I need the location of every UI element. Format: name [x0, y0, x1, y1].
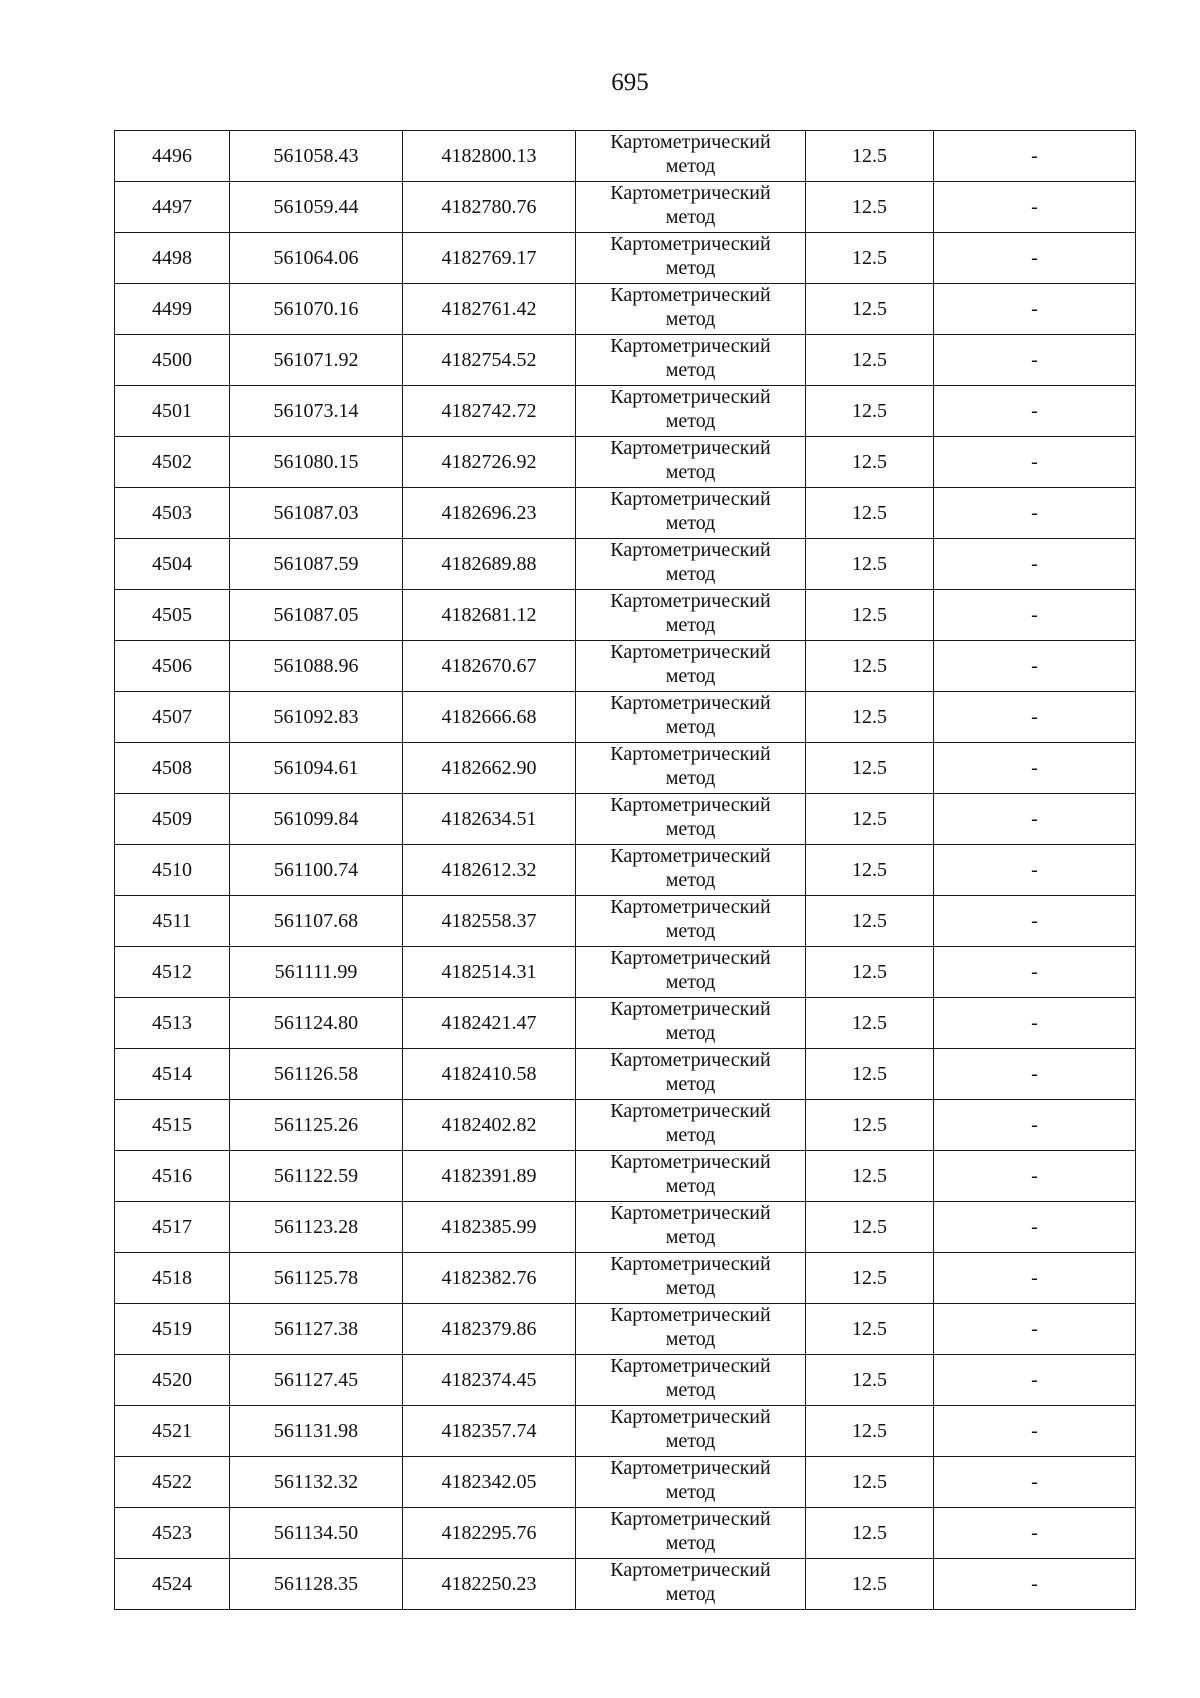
method-line-1: Картометрический	[610, 437, 771, 459]
method-line-2: метод	[665, 461, 716, 483]
y-coordinate-cell: 4182742.72	[403, 386, 576, 437]
method-cell	[576, 1508, 806, 1559]
coordinates-table	[114, 130, 1136, 1610]
table-row	[115, 743, 1136, 794]
table-row	[115, 998, 1136, 1049]
table-row	[115, 386, 1136, 437]
method-line-2: метод	[665, 308, 716, 330]
y-coordinate-cell: 4182421.47	[403, 998, 576, 1049]
x-coordinate-cell: 561122.59	[230, 1151, 403, 1202]
table-row	[115, 1100, 1136, 1151]
y-coordinate-cell: 4182662.90	[403, 743, 576, 794]
table-row	[115, 1508, 1136, 1559]
y-coordinate-cell: 4182726.92	[403, 437, 576, 488]
method-line-2: метод	[665, 1175, 716, 1197]
x-coordinate-cell: 561100.74	[230, 845, 403, 896]
method-line-2: метод	[665, 1379, 716, 1401]
point-number-cell: 4518	[115, 1253, 230, 1304]
method-line-2: метод	[665, 869, 716, 891]
point-number-cell: 4507	[115, 692, 230, 743]
y-coordinate-cell: 4182250.23	[403, 1559, 576, 1610]
x-coordinate-cell: 561128.35	[230, 1559, 403, 1610]
x-coordinate-cell: 561080.15	[230, 437, 403, 488]
y-coordinate-cell: 4182391.89	[403, 1151, 576, 1202]
table-row	[115, 335, 1136, 386]
method-line-1: Картометрический	[610, 1406, 771, 1428]
method-cell	[576, 131, 806, 182]
description-cell: -	[934, 794, 1136, 845]
method-cell	[576, 896, 806, 947]
point-number-cell: 4514	[115, 1049, 230, 1100]
method-cell	[576, 437, 806, 488]
method-cell	[576, 1559, 806, 1610]
accuracy-cell: 12.5	[806, 1559, 934, 1610]
point-number-cell: 4516	[115, 1151, 230, 1202]
method-line-1: Картометрический	[610, 1253, 771, 1275]
method-cell	[576, 233, 806, 284]
table-row	[115, 590, 1136, 641]
y-coordinate-cell: 4182612.32	[403, 845, 576, 896]
method-cell	[576, 794, 806, 845]
point-number-cell: 4496	[115, 131, 230, 182]
point-number-cell: 4506	[115, 641, 230, 692]
method-cell	[576, 1049, 806, 1100]
y-coordinate-cell: 4182670.67	[403, 641, 576, 692]
method-line-1: Картометрический	[610, 1457, 771, 1479]
accuracy-cell: 12.5	[806, 1049, 934, 1100]
point-number-cell: 4522	[115, 1457, 230, 1508]
method-line-2: метод	[665, 1328, 716, 1350]
y-coordinate-cell: 4182696.23	[403, 488, 576, 539]
method-line-2: метод	[665, 1583, 716, 1605]
description-cell: -	[934, 998, 1136, 1049]
description-cell: -	[934, 845, 1136, 896]
method-cell	[576, 1202, 806, 1253]
method-cell	[576, 743, 806, 794]
method-line-2: метод	[665, 563, 716, 585]
description-cell: -	[934, 1304, 1136, 1355]
x-coordinate-cell: 561088.96	[230, 641, 403, 692]
x-coordinate-cell: 561124.80	[230, 998, 403, 1049]
method-line-1: Картометрический	[610, 1355, 771, 1377]
description-cell: -	[934, 131, 1136, 182]
method-line-2: метод	[665, 1532, 716, 1554]
method-line-1: Картометрический	[610, 845, 771, 867]
method-line-1: Картометрический	[610, 947, 771, 969]
accuracy-cell: 12.5	[806, 1202, 934, 1253]
x-coordinate-cell: 561059.44	[230, 182, 403, 233]
x-coordinate-cell: 561107.68	[230, 896, 403, 947]
y-coordinate-cell: 4182681.12	[403, 590, 576, 641]
table-row	[115, 131, 1136, 182]
y-coordinate-cell: 4182295.76	[403, 1508, 576, 1559]
description-cell: -	[934, 590, 1136, 641]
y-coordinate-cell: 4182666.68	[403, 692, 576, 743]
description-cell: -	[934, 284, 1136, 335]
method-line-1: Картометрический	[610, 539, 771, 561]
method-line-2: метод	[665, 920, 716, 942]
x-coordinate-cell: 561125.26	[230, 1100, 403, 1151]
method-line-1: Картометрический	[610, 692, 771, 714]
accuracy-cell: 12.5	[806, 233, 934, 284]
x-coordinate-cell: 561111.99	[230, 947, 403, 998]
method-cell	[576, 1355, 806, 1406]
page-number: 695	[611, 69, 649, 96]
y-coordinate-cell: 4182634.51	[403, 794, 576, 845]
method-line-1: Картометрический	[610, 1559, 771, 1581]
method-line-2: метод	[665, 1073, 716, 1095]
table-row	[115, 641, 1136, 692]
method-line-1: Картометрический	[610, 335, 771, 357]
accuracy-cell: 12.5	[806, 386, 934, 437]
x-coordinate-cell: 561094.61	[230, 743, 403, 794]
accuracy-cell: 12.5	[806, 1406, 934, 1457]
method-line-2: метод	[665, 665, 716, 687]
description-cell: -	[934, 692, 1136, 743]
x-coordinate-cell: 561073.14	[230, 386, 403, 437]
description-cell: -	[934, 182, 1136, 233]
method-line-2: метод	[665, 512, 716, 534]
description-cell: -	[934, 1253, 1136, 1304]
y-coordinate-cell: 4182379.86	[403, 1304, 576, 1355]
point-number-cell: 4524	[115, 1559, 230, 1610]
description-cell: -	[934, 1559, 1136, 1610]
x-coordinate-cell: 561058.43	[230, 131, 403, 182]
description-cell: -	[934, 1355, 1136, 1406]
point-number-cell: 4504	[115, 539, 230, 590]
table-row	[115, 947, 1136, 998]
table-row	[115, 1049, 1136, 1100]
accuracy-cell: 12.5	[806, 1151, 934, 1202]
method-line-1: Картометрический	[610, 590, 771, 612]
x-coordinate-cell: 561134.50	[230, 1508, 403, 1559]
accuracy-cell: 12.5	[806, 437, 934, 488]
x-coordinate-cell: 561092.83	[230, 692, 403, 743]
accuracy-cell: 12.5	[806, 947, 934, 998]
table-row	[115, 1457, 1136, 1508]
accuracy-cell: 12.5	[806, 1508, 934, 1559]
accuracy-cell: 12.5	[806, 131, 934, 182]
method-line-1: Картометрический	[610, 896, 771, 918]
method-line-2: метод	[665, 971, 716, 993]
method-line-2: метод	[665, 1277, 716, 1299]
point-number-cell: 4503	[115, 488, 230, 539]
point-number-cell: 4508	[115, 743, 230, 794]
method-line-2: метод	[665, 818, 716, 840]
x-coordinate-cell: 561064.06	[230, 233, 403, 284]
point-number-cell: 4519	[115, 1304, 230, 1355]
y-coordinate-cell: 4182410.58	[403, 1049, 576, 1100]
description-cell: -	[934, 947, 1136, 998]
point-number-cell: 4510	[115, 845, 230, 896]
method-cell	[576, 1151, 806, 1202]
description-cell: -	[934, 233, 1136, 284]
point-number-cell: 4502	[115, 437, 230, 488]
accuracy-cell: 12.5	[806, 1253, 934, 1304]
point-number-cell: 4498	[115, 233, 230, 284]
accuracy-cell: 12.5	[806, 641, 934, 692]
description-cell: -	[934, 335, 1136, 386]
description-cell: -	[934, 743, 1136, 794]
table-row	[115, 692, 1136, 743]
method-line-1: Картометрический	[610, 182, 771, 204]
description-cell: -	[934, 1100, 1136, 1151]
description-cell: -	[934, 1049, 1136, 1100]
point-number-cell: 4500	[115, 335, 230, 386]
y-coordinate-cell: 4182385.99	[403, 1202, 576, 1253]
coordinates-table-body	[115, 131, 1136, 1610]
table-row	[115, 488, 1136, 539]
table-row	[115, 182, 1136, 233]
table-row	[115, 539, 1136, 590]
point-number-cell: 4497	[115, 182, 230, 233]
method-line-1: Картометрический	[610, 1508, 771, 1530]
table-row	[115, 1559, 1136, 1610]
method-line-2: метод	[665, 1022, 716, 1044]
point-number-cell: 4511	[115, 896, 230, 947]
x-coordinate-cell: 561126.58	[230, 1049, 403, 1100]
method-cell	[576, 641, 806, 692]
method-line-1: Картометрический	[610, 233, 771, 255]
method-cell	[576, 692, 806, 743]
x-coordinate-cell: 561099.84	[230, 794, 403, 845]
x-coordinate-cell: 561123.28	[230, 1202, 403, 1253]
x-coordinate-cell: 561087.05	[230, 590, 403, 641]
x-coordinate-cell: 561132.32	[230, 1457, 403, 1508]
y-coordinate-cell: 4182689.88	[403, 539, 576, 590]
point-number-cell: 4517	[115, 1202, 230, 1253]
method-line-1: Картометрический	[610, 386, 771, 408]
accuracy-cell: 12.5	[806, 488, 934, 539]
method-line-2: метод	[665, 1430, 716, 1452]
accuracy-cell: 12.5	[806, 539, 934, 590]
point-number-cell: 4520	[115, 1355, 230, 1406]
description-cell: -	[934, 1202, 1136, 1253]
accuracy-cell: 12.5	[806, 794, 934, 845]
method-cell	[576, 590, 806, 641]
x-coordinate-cell: 561127.38	[230, 1304, 403, 1355]
y-coordinate-cell: 4182514.31	[403, 947, 576, 998]
method-line-1: Картометрический	[610, 488, 771, 510]
point-number-cell: 4505	[115, 590, 230, 641]
method-line-2: метод	[665, 359, 716, 381]
method-cell	[576, 1457, 806, 1508]
x-coordinate-cell: 561087.03	[230, 488, 403, 539]
y-coordinate-cell: 4182374.45	[403, 1355, 576, 1406]
table-row	[115, 1202, 1136, 1253]
point-number-cell: 4512	[115, 947, 230, 998]
table-row	[115, 1406, 1136, 1457]
y-coordinate-cell: 4182357.74	[403, 1406, 576, 1457]
y-coordinate-cell: 4182754.52	[403, 335, 576, 386]
table-row	[115, 284, 1136, 335]
y-coordinate-cell: 4182761.42	[403, 284, 576, 335]
description-cell: -	[934, 1508, 1136, 1559]
accuracy-cell: 12.5	[806, 182, 934, 233]
method-line-2: метод	[665, 1124, 716, 1146]
description-cell: -	[934, 539, 1136, 590]
x-coordinate-cell: 561087.59	[230, 539, 403, 590]
x-coordinate-cell: 561071.92	[230, 335, 403, 386]
description-cell: -	[934, 386, 1136, 437]
accuracy-cell: 12.5	[806, 1457, 934, 1508]
method-line-1: Картометрический	[610, 998, 771, 1020]
accuracy-cell: 12.5	[806, 998, 934, 1049]
method-cell	[576, 1406, 806, 1457]
point-number-cell: 4521	[115, 1406, 230, 1457]
method-line-2: метод	[665, 716, 716, 738]
accuracy-cell: 12.5	[806, 845, 934, 896]
y-coordinate-cell: 4182780.76	[403, 182, 576, 233]
table-row	[115, 1151, 1136, 1202]
x-coordinate-cell: 561070.16	[230, 284, 403, 335]
point-number-cell: 4515	[115, 1100, 230, 1151]
point-number-cell: 4509	[115, 794, 230, 845]
method-line-2: метод	[665, 614, 716, 636]
accuracy-cell: 12.5	[806, 1304, 934, 1355]
description-cell: -	[934, 488, 1136, 539]
method-line-1: Картометрический	[610, 641, 771, 663]
y-coordinate-cell: 4182342.05	[403, 1457, 576, 1508]
method-line-1: Картометрический	[610, 794, 771, 816]
method-cell	[576, 335, 806, 386]
table-row	[115, 233, 1136, 284]
method-line-2: метод	[665, 206, 716, 228]
method-line-1: Картометрический	[610, 1100, 771, 1122]
point-number-cell: 4513	[115, 998, 230, 1049]
method-line-2: метод	[665, 257, 716, 279]
method-cell	[576, 1304, 806, 1355]
method-cell	[576, 998, 806, 1049]
method-line-1: Картометрический	[610, 1202, 771, 1224]
method-line-2: метод	[665, 1226, 716, 1248]
x-coordinate-cell: 561125.78	[230, 1253, 403, 1304]
table-row	[115, 1253, 1136, 1304]
description-cell: -	[934, 896, 1136, 947]
description-cell: -	[934, 437, 1136, 488]
point-number-cell: 4499	[115, 284, 230, 335]
method-cell	[576, 845, 806, 896]
description-cell: -	[934, 1457, 1136, 1508]
method-cell	[576, 1100, 806, 1151]
accuracy-cell: 12.5	[806, 335, 934, 386]
table-row	[115, 437, 1136, 488]
x-coordinate-cell: 561131.98	[230, 1406, 403, 1457]
method-cell	[576, 488, 806, 539]
table-row	[115, 1304, 1136, 1355]
accuracy-cell: 12.5	[806, 1355, 934, 1406]
y-coordinate-cell: 4182402.82	[403, 1100, 576, 1151]
method-line-1: Картометрический	[610, 284, 771, 306]
method-cell	[576, 182, 806, 233]
method-line-1: Картометрический	[610, 1049, 771, 1071]
accuracy-cell: 12.5	[806, 590, 934, 641]
method-cell	[576, 539, 806, 590]
accuracy-cell: 12.5	[806, 284, 934, 335]
table-row	[115, 845, 1136, 896]
y-coordinate-cell: 4182558.37	[403, 896, 576, 947]
y-coordinate-cell: 4182382.76	[403, 1253, 576, 1304]
x-coordinate-cell: 561127.45	[230, 1355, 403, 1406]
accuracy-cell: 12.5	[806, 692, 934, 743]
description-cell: -	[934, 1151, 1136, 1202]
description-cell: -	[934, 641, 1136, 692]
point-number-cell: 4501	[115, 386, 230, 437]
method-line-2: метод	[665, 1481, 716, 1503]
y-coordinate-cell: 4182769.17	[403, 233, 576, 284]
accuracy-cell: 12.5	[806, 743, 934, 794]
point-number-cell: 4523	[115, 1508, 230, 1559]
method-line-2: метод	[665, 155, 716, 177]
y-coordinate-cell: 4182800.13	[403, 131, 576, 182]
table-row	[115, 1355, 1136, 1406]
method-line-2: метод	[665, 767, 716, 789]
method-line-2: метод	[665, 410, 716, 432]
accuracy-cell: 12.5	[806, 1100, 934, 1151]
method-cell	[576, 284, 806, 335]
table-row	[115, 794, 1136, 845]
method-line-1: Картометрический	[610, 1151, 771, 1173]
method-line-1: Картометрический	[610, 131, 771, 153]
method-line-1: Картометрический	[610, 743, 771, 765]
accuracy-cell: 12.5	[806, 896, 934, 947]
method-line-1: Картометрический	[610, 1304, 771, 1326]
method-cell	[576, 1253, 806, 1304]
method-cell	[576, 386, 806, 437]
method-cell	[576, 947, 806, 998]
table-row	[115, 896, 1136, 947]
description-cell: -	[934, 1406, 1136, 1457]
